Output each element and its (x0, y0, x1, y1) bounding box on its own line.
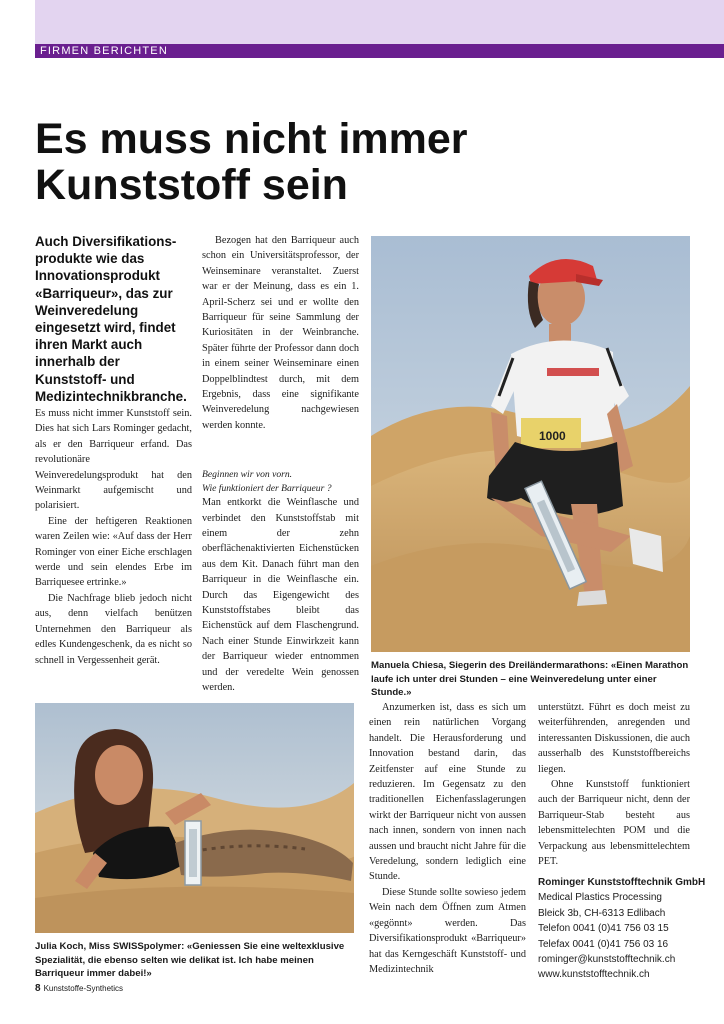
paragraph: Eine der heftigeren Reaktionen waren Zeilen wie: «Auf dass der Herr Rominger von einer Eiche erschlagen werde und sein elendes Erbe im Barriquesee ertrinke.» (35, 515, 192, 589)
paragraph: Diese Stunde sollte sowieso jedem Wein nach dem Öffnen zum Atmen «gegönnt» werden. Das Diversifikationsprodukt «Barriqueur» hat das Kerngeschäft Kunststoff- und Medizintechnik (369, 886, 526, 975)
column-1 (35, 406, 192, 668)
title-line-2: Kunststoff sein (35, 161, 348, 209)
page-number: 8 (35, 983, 41, 994)
column-3 (369, 700, 526, 977)
title-line-1: Es muss nicht immer (35, 115, 468, 163)
paragraph: Bezogen hat den Barriqueur auch schon ein Universitätsprofessor, der Weinseminare veranstaltet. Zuerst war er der Meinung, dass es ein 1. April-Scherz sei und er wollte den Barriqueur für seine Sammlung der Kuriositäten in der Weinbranche. Später führte der Professor dann doch in einem seiner Weinseminare einen Doppelblindtest durch, mit dem Ergebnis, dass eine signifikante Weinveredelung nachgewiesen werden konnte. (202, 235, 359, 431)
publication-name: Kunststoffe-Synthetics (43, 984, 124, 993)
section-label: FIRMEN BERICHTEN (40, 45, 168, 57)
header-band (35, 0, 724, 44)
model-photo-caption: Julia Koch, Miss SWISSpolymer: «Geniessen Sie eine weltexklusive Spezialität, die ebenso selten wie delikat ist. Ich habe meinen Barriqueur immer dabei!» (35, 941, 345, 980)
company-contact (538, 875, 708, 983)
model-photo (35, 703, 354, 933)
article-title (35, 116, 695, 208)
company-address: Bleick 3b, CH-6313 Edlibach (538, 907, 666, 919)
company-name: Rominger Kunststofftechnik GmbH (538, 877, 706, 888)
company-fax: Telefax 0041 (0)41 756 03 16 (538, 938, 669, 950)
column-2-lower (202, 468, 359, 695)
page-footer (35, 984, 123, 994)
runner-bib-number: 1000 (539, 429, 566, 443)
column-4 (538, 700, 690, 869)
paragraph: Man entkorkt die Weinflasche und verbindet den Kunststoffstab mit einem der zehn oberflächenaktivierten Eichenstücken aus dem Kit. Danach führt man den Barriqueur in die Weinflasche ein. Durch das Eigengewicht des Kunststoffstabes bleibt das Eichenstück auf dem Flaschengrund. Nach einer Stunde Einwirkzeit kann der Barriqueur wieder entnommen und der veredelte Wein genossen werden. (202, 497, 359, 694)
subheading: Wie funktioniert der Barriqueur ? (202, 482, 332, 494)
runner-photo-caption: Manuela Chiesa, Siegerin des Dreiländermarathons: «Einen Marathon laufe ich unter drei Stunden – eine Weinveredelung unter einer Stunde.» (371, 660, 689, 699)
company-line: Medical Plastics Processing (538, 892, 662, 904)
column-2 (202, 233, 359, 433)
company-website[interactable]: www.kunststofftechnik.ch (538, 969, 650, 981)
runner-photo (371, 236, 690, 652)
subheading: Beginnen wir von vorn. (202, 469, 293, 480)
paragraph: Die Nachfrage blieb jedoch nicht aus, denn vielfach benützen Unternehmen den Barriqueur als edles Kundengeschenk, da es nicht so schnell in Vergessenheit gerät. (35, 592, 192, 666)
paragraph: unterstützt. Führt es doch meist zu weiterführenden, anregenden und interessanten Diskussionen, die auch ausserhalb des Kunststoffbereichs liegen. (538, 702, 690, 775)
company-phone: Telefon 0041 (0)41 756 03 15 (538, 923, 669, 935)
company-email[interactable]: rominger@kunststofftechnik.ch (538, 954, 676, 966)
paragraph: Ohne Kunststoff funktioniert auch der Barriqueur nicht, denn der Barriqueur-Stab besteht aus lebensmittelechten POM und die Verpackung aus lebensmittelechtem PET. (538, 779, 690, 868)
paragraph: Anzumerken ist, dass es sich um einen rein natürlichen Vorgang handelt. Die Herausforderung und Innovation bestand darin, das Zeitfenster auf eine Stunde zu reduzieren. Im Gegensatz zu den traditionellen Eichenfasslagerungen wirkt der Barriqueur nicht von aussen nach innen, sondern von innen nach aussen und braucht nicht Jahre für die Veredelung, sondern lediglich eine Stunde. (369, 702, 526, 883)
paragraph: Es muss nicht immer Kunststoff sein. Dies hat sich Lars Rominger gedacht, als er den Barriqueur erfand. Das revolutionäre Weinveredelungsprodukt hat den Weinmarkt aufgemischt und polarisiert. (35, 408, 192, 512)
article-lead: Auch Diversifikations-produkte wie das Innovationsprodukt «Barriqueur», das zur Weinveredelung eingesetzt wird, findet ihren Markt auch innerhalb der Kunststoff- und Medizintechnikbranche. (35, 234, 187, 404)
